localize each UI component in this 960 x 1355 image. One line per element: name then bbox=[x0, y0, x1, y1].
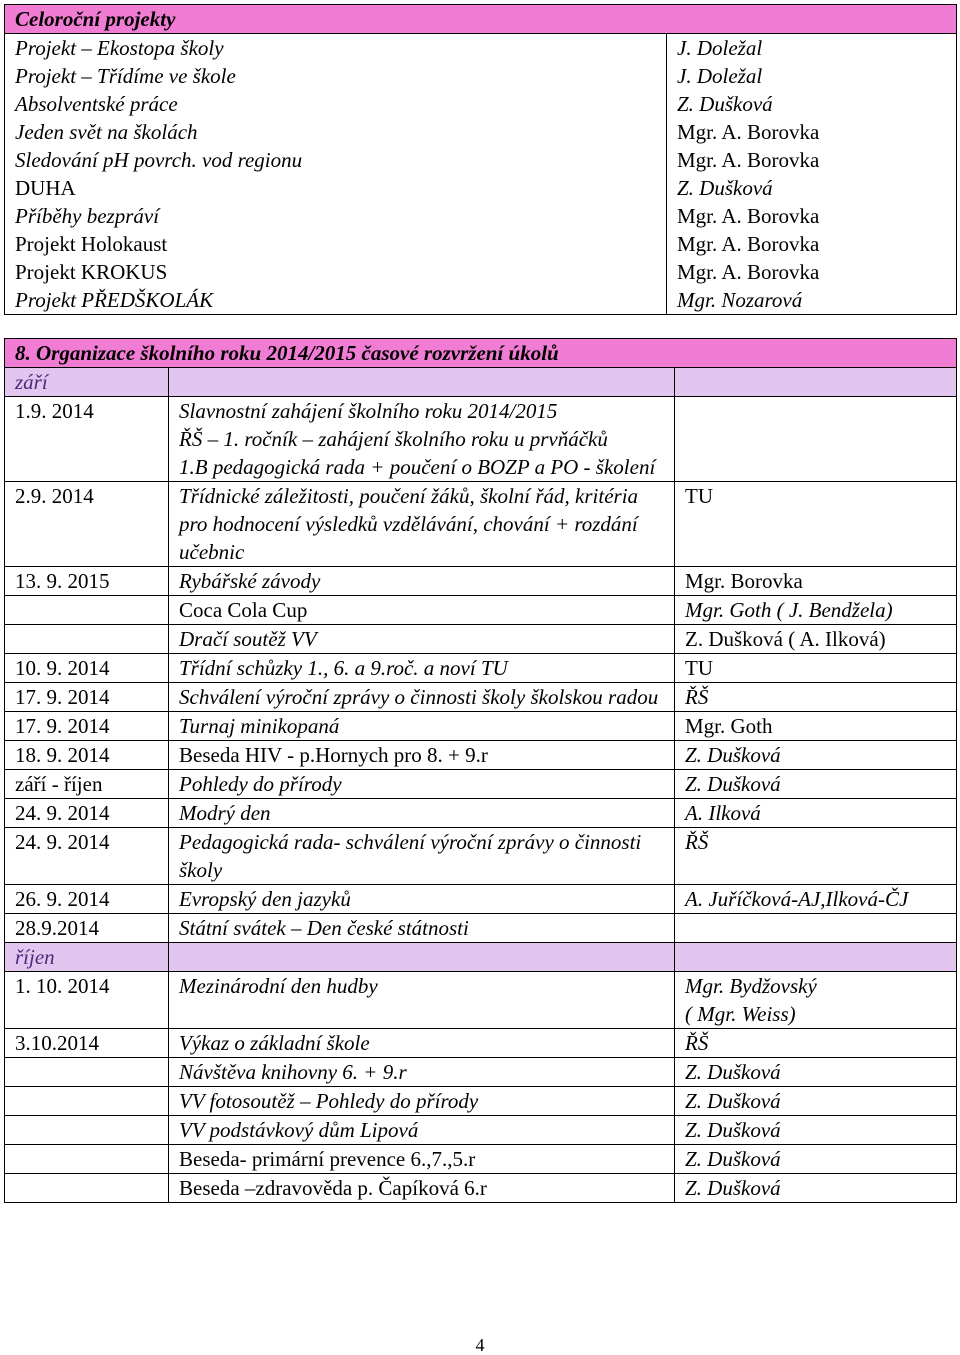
project-row bbox=[5, 146, 957, 174]
schedule-person: Z. Dušková bbox=[675, 741, 957, 770]
schedule-event: Beseda- primární prevence 6.,7.,5.r bbox=[169, 1145, 675, 1174]
schedule-row bbox=[5, 397, 957, 482]
project-name: DUHA bbox=[5, 174, 667, 202]
schedule-event: Pohledy do přírody bbox=[169, 770, 675, 799]
schedule-person: ŘŠ bbox=[675, 1029, 957, 1058]
month-row-october bbox=[5, 943, 957, 972]
schedule-date bbox=[5, 596, 169, 625]
schedule-event: Dračí soutěž VV bbox=[169, 625, 675, 654]
schedule-person: TU bbox=[675, 482, 957, 567]
month-empty-cell bbox=[169, 368, 675, 397]
schedule-person: ŘŠ bbox=[675, 683, 957, 712]
schedule-date: 17. 9. 2014 bbox=[5, 712, 169, 741]
schedule-date: 10. 9. 2014 bbox=[5, 654, 169, 683]
schedule-row bbox=[5, 914, 957, 943]
project-name: Projekt PŘEDŠKOLÁK bbox=[5, 286, 667, 315]
project-person: Z. Dušková bbox=[667, 174, 957, 202]
schedule-person: TU bbox=[675, 654, 957, 683]
schedule-row bbox=[5, 1174, 957, 1203]
schedule-person: A. Ilková bbox=[675, 799, 957, 828]
schedule-date: 2.9. 2014 bbox=[5, 482, 169, 567]
project-person: Z. Dušková bbox=[667, 90, 957, 118]
project-person: J. Doležal bbox=[667, 34, 957, 63]
project-row bbox=[5, 174, 957, 202]
project-person: J. Doležal bbox=[667, 62, 957, 90]
month-empty-cell bbox=[675, 943, 957, 972]
schedule-event: Modrý den bbox=[169, 799, 675, 828]
schedule-date: 1. 10. 2014 bbox=[5, 972, 169, 1029]
month-row-september bbox=[5, 368, 957, 397]
month-label-september: září bbox=[5, 368, 169, 397]
project-row bbox=[5, 118, 957, 146]
schedule-date: 24. 9. 2014 bbox=[5, 799, 169, 828]
schedule-date bbox=[5, 1087, 169, 1116]
schedule-person: Z. Dušková bbox=[675, 1087, 957, 1116]
schedule-row bbox=[5, 885, 957, 914]
schedule-date bbox=[5, 1058, 169, 1087]
schedule-date: 3.10.2014 bbox=[5, 1029, 169, 1058]
project-person: Mgr. A. Borovka bbox=[667, 230, 957, 258]
schedule-title: 8. Organizace školního roku 2014/2015 časové rozvržení úkolů bbox=[5, 339, 957, 368]
project-row bbox=[5, 202, 957, 230]
schedule-date: 17. 9. 2014 bbox=[5, 683, 169, 712]
page-number: 4 bbox=[475, 1335, 485, 1355]
schedule-row bbox=[5, 1058, 957, 1087]
schedule-row bbox=[5, 1029, 957, 1058]
schedule-event: Evropský den jazyků bbox=[169, 885, 675, 914]
schedule-row bbox=[5, 1116, 957, 1145]
schedule-row bbox=[5, 1145, 957, 1174]
project-person: Mgr. A. Borovka bbox=[667, 118, 957, 146]
project-row bbox=[5, 230, 957, 258]
schedule-date: září - říjen bbox=[5, 770, 169, 799]
schedule-row bbox=[5, 1087, 957, 1116]
schedule-person: Mgr. Goth bbox=[675, 712, 957, 741]
schedule-table bbox=[4, 338, 957, 1203]
project-name: Projekt Holokaust bbox=[5, 230, 667, 258]
schedule-date bbox=[5, 1145, 169, 1174]
projects-table bbox=[4, 4, 957, 315]
month-label-october: říjen bbox=[5, 943, 169, 972]
schedule-person bbox=[675, 914, 957, 943]
schedule-row bbox=[5, 972, 957, 1029]
schedule-person bbox=[675, 397, 957, 482]
schedule-event: Návštěva knihovny 6. + 9.r bbox=[169, 1058, 675, 1087]
schedule-row bbox=[5, 625, 957, 654]
project-row bbox=[5, 62, 957, 90]
schedule-person: Mgr. Borovka bbox=[675, 567, 957, 596]
schedule-event: Turnaj minikopaná bbox=[169, 712, 675, 741]
schedule-event: Schválení výroční zprávy o činnosti školy školskou radou bbox=[169, 683, 675, 712]
schedule-person: Mgr. Goth ( J. Bendžela) bbox=[675, 596, 957, 625]
schedule-event: Pedagogická rada- schválení výroční zprávy o činnosti školy bbox=[169, 828, 675, 885]
schedule-event: Rybářské závody bbox=[169, 567, 675, 596]
schedule-event: Mezinárodní den hudby bbox=[169, 972, 675, 1029]
schedule-person: Z. Dušková bbox=[675, 1116, 957, 1145]
schedule-event: Coca Cola Cup bbox=[169, 596, 675, 625]
project-row bbox=[5, 34, 957, 63]
project-name: Projekt – Ekostopa školy bbox=[5, 34, 667, 63]
project-person: Mgr. A. Borovka bbox=[667, 146, 957, 174]
schedule-row bbox=[5, 654, 957, 683]
project-name: Projekt – Třídíme ve škole bbox=[5, 62, 667, 90]
schedule-event: Státní svátek – Den české státnosti bbox=[169, 914, 675, 943]
schedule-event: VV fotosoutěž – Pohledy do přírody bbox=[169, 1087, 675, 1116]
project-person: Mgr. A. Borovka bbox=[667, 258, 957, 286]
schedule-date: 28.9.2014 bbox=[5, 914, 169, 943]
schedule-event: Třídnické záležitosti, poučení žáků, školní řád, kritéria pro hodnocení výsledků vzdělávání, chování + rozdání učebnic bbox=[169, 482, 675, 567]
schedule-row bbox=[5, 799, 957, 828]
schedule-person: Z. Dušková bbox=[675, 770, 957, 799]
schedule-date: 24. 9. 2014 bbox=[5, 828, 169, 885]
project-person: Mgr. Nozarová bbox=[667, 286, 957, 315]
project-name: Projekt KROKUS bbox=[5, 258, 667, 286]
schedule-person: Z. Dušková ( A. Ilková) bbox=[675, 625, 957, 654]
schedule-event: Výkaz o základní škole bbox=[169, 1029, 675, 1058]
schedule-date: 13. 9. 2015 bbox=[5, 567, 169, 596]
project-name: Sledování pH povrch. vod regionu bbox=[5, 146, 667, 174]
schedule-row bbox=[5, 567, 957, 596]
schedule-row bbox=[5, 712, 957, 741]
schedule-date: 26. 9. 2014 bbox=[5, 885, 169, 914]
schedule-row bbox=[5, 482, 957, 567]
projects-title: Celoroční projekty bbox=[5, 5, 957, 34]
schedule-person: Z. Dušková bbox=[675, 1058, 957, 1087]
schedule-date bbox=[5, 625, 169, 654]
schedule-person: Z. Dušková bbox=[675, 1174, 957, 1203]
schedule-row bbox=[5, 828, 957, 885]
project-name: Absolventské práce bbox=[5, 90, 667, 118]
project-name: Příběhy bezpráví bbox=[5, 202, 667, 230]
schedule-person: Mgr. Bydžovský ( Mgr. Weiss) bbox=[675, 972, 957, 1029]
schedule-date bbox=[5, 1174, 169, 1203]
schedule-header-row bbox=[5, 339, 957, 368]
schedule-event: Beseda –zdravověda p. Čapíková 6.r bbox=[169, 1174, 675, 1203]
schedule-event: Beseda HIV - p.Hornych pro 8. + 9.r bbox=[169, 741, 675, 770]
schedule-row bbox=[5, 683, 957, 712]
project-row bbox=[5, 286, 957, 315]
schedule-person: A. Juříčková-AJ,Ilková-ČJ bbox=[675, 885, 957, 914]
schedule-person: Z. Dušková bbox=[675, 1145, 957, 1174]
schedule-date: 1.9. 2014 bbox=[5, 397, 169, 482]
schedule-event: Slavnostní zahájení školního roku 2014/2015 ŘŠ – 1. ročník – zahájení školního roku u prvňáčků 1.B pedagogická rada + poučení o BOZP a PO - školení bbox=[169, 397, 675, 482]
schedule-event: VV podstávkový dům Lipová bbox=[169, 1116, 675, 1145]
schedule-row bbox=[5, 770, 957, 799]
schedule-event: Třídní schůzky 1., 6. a 9.roč. a noví TU bbox=[169, 654, 675, 683]
project-name: Jeden svět na školách bbox=[5, 118, 667, 146]
project-row bbox=[5, 90, 957, 118]
month-empty-cell bbox=[169, 943, 675, 972]
schedule-row bbox=[5, 741, 957, 770]
schedule-row bbox=[5, 596, 957, 625]
month-empty-cell bbox=[675, 368, 957, 397]
schedule-person: ŘŠ bbox=[675, 828, 957, 885]
project-row bbox=[5, 258, 957, 286]
schedule-date bbox=[5, 1116, 169, 1145]
projects-header-row bbox=[5, 5, 957, 34]
schedule-date: 18. 9. 2014 bbox=[5, 741, 169, 770]
project-person: Mgr. A. Borovka bbox=[667, 202, 957, 230]
